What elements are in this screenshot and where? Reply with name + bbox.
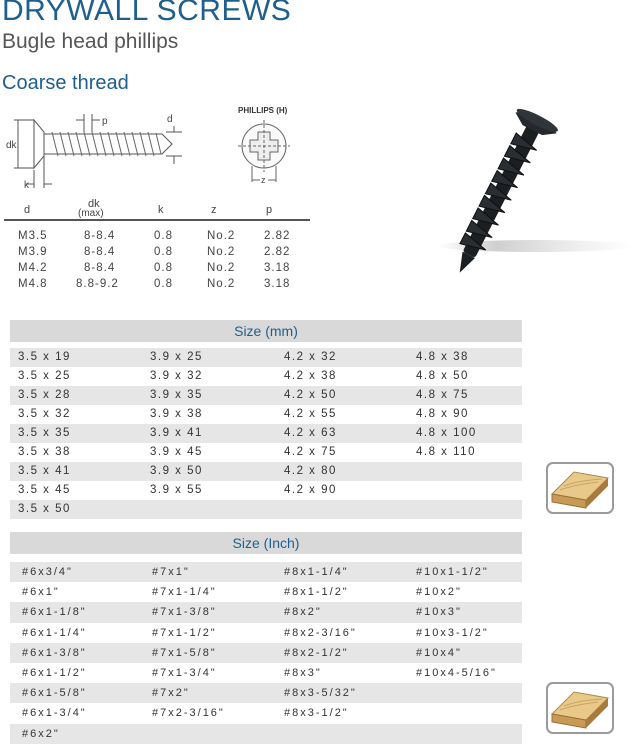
table-row — [10, 443, 522, 462]
table-cell: #6x2" — [22, 727, 60, 740]
table-cell: 4.8 x 75 — [416, 389, 469, 401]
table-row — [10, 500, 522, 519]
table-cell: 3.5 x 28 — [18, 389, 71, 401]
table-cell: #6x1" — [22, 586, 60, 599]
table-cell: 3.9 x 55 — [150, 484, 203, 496]
table-cell: 4.2 x 80 — [284, 465, 337, 477]
table-cell: 4.2 x 55 — [284, 408, 337, 420]
table-cell: #7x1" — [152, 566, 190, 578]
table-cell: 4.8 x 100 — [416, 427, 477, 439]
table-cell: #8x2-3/16" — [284, 626, 357, 639]
table-cell: #8x3-5/32" — [284, 687, 357, 700]
table-cell: #8x2" — [284, 606, 322, 619]
table-cell: #7x1-1/2" — [152, 626, 217, 639]
spec-header-z: z — [211, 204, 217, 216]
table-cell: #8x3-1/2" — [284, 707, 349, 720]
table-cell: #10x4" — [416, 646, 462, 659]
z-label: z — [261, 175, 266, 185]
table-row — [10, 643, 522, 663]
spec-header-k: k — [158, 204, 164, 216]
table-cell: #10x3" — [416, 606, 462, 619]
table-cell: #7x1-5/8" — [152, 646, 217, 659]
table-cell: #7x1-1/4" — [152, 586, 217, 599]
table-cell: 3.5 x 19 — [18, 351, 71, 363]
page-subtitle: Bugle head phillips — [2, 30, 179, 53]
size-inch-header: Size (Inch) — [10, 532, 522, 554]
table-cell: 4.2 x 38 — [284, 370, 337, 382]
section-title: Coarse thread — [2, 72, 129, 94]
table-row — [10, 367, 522, 386]
table-cell: #6x1-5/8" — [22, 687, 87, 700]
table-cell: #10x1-1/2" — [416, 566, 489, 578]
table-cell: 3.9 x 41 — [150, 427, 203, 439]
table-row — [10, 602, 522, 622]
table-row — [10, 582, 522, 602]
table-cell: 3.9 x 35 — [150, 389, 203, 401]
table-cell: #6x3/4" — [22, 566, 73, 578]
table-cell: #7x1-3/8" — [152, 606, 217, 619]
table-row — [10, 683, 522, 703]
table-cell: 4.8 x 90 — [416, 408, 469, 420]
table-cell: 4.8 x 50 — [416, 370, 469, 382]
table-cell: 3.5 x 25 — [18, 370, 71, 382]
table-cell: 4.2 x 90 — [284, 484, 337, 496]
table-cell: 3.9 x 45 — [150, 446, 203, 458]
table-cell: #8x1-1/4" — [284, 566, 349, 578]
table-cell: 3.5 x 50 — [18, 503, 71, 515]
table-cell: #6x1-1/2" — [22, 667, 87, 679]
table-cell: #7x2" — [152, 687, 190, 700]
page-title: DRYWALL SCREWS — [2, 0, 292, 27]
screw-side-diagram — [4, 104, 194, 196]
table-row — [10, 562, 522, 582]
table-cell: #10x3-1/2" — [416, 626, 489, 639]
table-cell: 4.2 x 63 — [284, 427, 337, 439]
table-cell: #10x2" — [416, 586, 462, 599]
table-cell: 3.5 x 32 — [18, 408, 71, 420]
table-row — [10, 663, 522, 683]
table-cell: #6x1-1/4" — [22, 626, 87, 639]
table-cell: 3.9 x 38 — [150, 408, 203, 420]
table-cell: #6x1-3/8" — [22, 646, 87, 659]
table-cell: #10x4-5/16" — [416, 667, 497, 679]
table-cell: 3.9 x 25 — [150, 351, 203, 363]
table-row — [10, 481, 522, 500]
spec-divider — [4, 219, 310, 221]
phillips-label: PHILLIPS (H) — [238, 106, 288, 115]
table-cell: #8x1-1/2" — [284, 586, 349, 599]
table-row — [10, 703, 522, 723]
table-cell: 3.9 x 50 — [150, 465, 203, 477]
spec-header-d: d — [24, 204, 31, 216]
dk-label: dk — [6, 140, 17, 151]
table-cell: 3.5 x 38 — [18, 446, 71, 458]
table-row — [10, 462, 522, 481]
table-row — [10, 348, 522, 367]
wood-plank-icon — [546, 462, 614, 514]
table-cell: 4.8 x 110 — [416, 446, 476, 458]
k-label: k — [24, 180, 29, 191]
table-cell: 3.5 x 45 — [18, 484, 71, 496]
table-cell: 4.2 x 75 — [284, 446, 337, 458]
table-cell: 3.9 x 32 — [150, 370, 203, 382]
table-row — [10, 386, 522, 405]
table-cell: 4.8 x 38 — [416, 351, 469, 363]
table-cell: 4.2 x 50 — [284, 389, 337, 401]
phillips-head-diagram — [230, 104, 304, 188]
table-row — [10, 623, 522, 643]
table-cell: #6x1-1/8" — [22, 606, 87, 619]
p-label: p — [102, 116, 108, 127]
d-label: d — [167, 114, 173, 125]
table-cell: #6x1-3/4" — [22, 707, 87, 720]
spec-header-dk-max: (max) — [78, 208, 104, 219]
wood-plank-icon — [546, 682, 614, 734]
table-cell: #7x2-3/16" — [152, 707, 225, 720]
table-row — [10, 424, 522, 443]
screw-image — [396, 94, 636, 274]
table-row — [10, 724, 522, 744]
table-cell: 3.5 x 35 — [18, 427, 71, 439]
table-cell: 3.5 x 41 — [18, 465, 71, 477]
table-cell: 4.2 x 32 — [284, 351, 337, 363]
size-mm-header: Size (mm) — [10, 320, 522, 342]
table-cell: #7x1-3/4" — [152, 667, 217, 679]
table-cell: #8x2-1/2" — [284, 646, 349, 659]
table-cell: #8x3" — [284, 667, 322, 679]
spec-header-dk: dk — [88, 198, 100, 210]
spec-header-p: p — [266, 204, 273, 216]
table-row — [10, 405, 522, 424]
